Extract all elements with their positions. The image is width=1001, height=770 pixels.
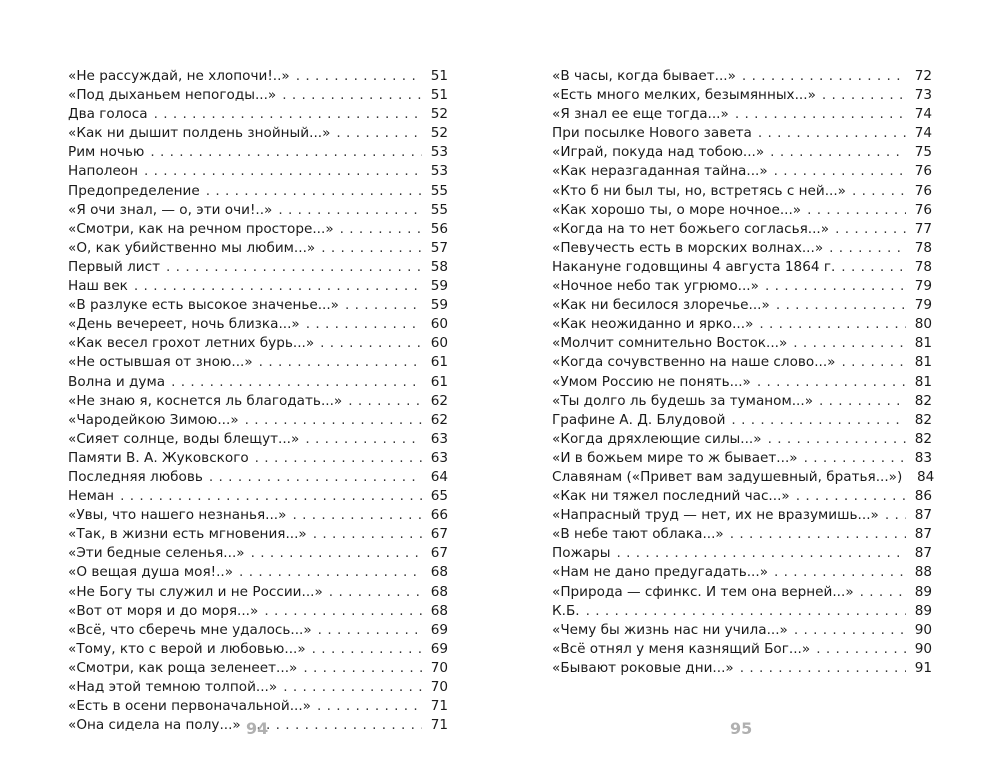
- toc-entry-title: «Бывают роковые дни...»: [552, 659, 734, 676]
- toc-entry-page: 76: [914, 163, 932, 180]
- toc-entry-page: 69: [430, 621, 448, 638]
- toc-entry-page: 62: [430, 392, 448, 409]
- toc-entry-title: «Нам не дано предугадать...»: [552, 564, 769, 581]
- dot-leader: [776, 296, 906, 315]
- page-number-left: 94: [246, 719, 269, 738]
- toc-entry: [68, 602, 448, 621]
- dot-leader: [206, 182, 422, 201]
- toc-entry-page: 77: [914, 220, 932, 237]
- toc-entry: [68, 239, 448, 258]
- toc-entry-title: «Вот от моря и до моря...»: [68, 602, 259, 619]
- toc-entry-title: «Я знал ее еще тогда...»: [552, 106, 729, 123]
- toc-entry: [68, 86, 448, 105]
- toc-entry-title: «В часы, когда бывает...»: [552, 68, 736, 84]
- toc-entry: [552, 296, 932, 315]
- dot-leader: [742, 67, 906, 86]
- toc-entry-title: «Чему бы жизнь нас ни учила...»: [552, 621, 788, 638]
- toc-entry: [552, 563, 932, 582]
- dot-leader: [759, 315, 906, 334]
- dot-leader: [320, 334, 422, 353]
- dot-leader: [134, 277, 422, 296]
- toc-entry-title: «Певучесть есть в морских волнах...»: [552, 239, 824, 256]
- toc-entry-page: 59: [430, 278, 448, 295]
- toc-entry-title: Предопределение: [68, 182, 200, 199]
- toc-entry: [68, 678, 448, 697]
- toc-entry: [68, 143, 448, 162]
- toc-entry-page: 78: [914, 239, 932, 256]
- toc-right-page: [552, 67, 935, 678]
- toc-entry-title: «Всё, что сберечь мне удалось...»: [68, 621, 312, 638]
- toc-entry-title: «Как ни дышит полдень знойный...»: [68, 125, 331, 142]
- toc-entry-title: «Смотри, как на речном просторе...»: [68, 220, 334, 237]
- toc-entry: [68, 525, 448, 544]
- dot-leader: [303, 659, 422, 678]
- toc-entry-page: 90: [914, 640, 932, 657]
- toc-entry-page: 71: [430, 717, 448, 734]
- toc-entry-title: «Играй, покуда над тобою...»: [552, 144, 765, 161]
- toc-entry-title: «Как неожиданно и ярко...»: [552, 316, 754, 333]
- toc-entry-page: 74: [914, 125, 932, 142]
- toc-entry: [552, 392, 932, 411]
- toc-entry: [552, 67, 932, 86]
- toc-entry-title: Волна и дума: [68, 373, 166, 390]
- toc-entry-page: 52: [430, 106, 448, 123]
- toc-entry-page: 56: [430, 220, 448, 237]
- toc-entry-page: 60: [430, 316, 448, 333]
- toc-entry: [68, 544, 448, 563]
- dot-leader: [305, 430, 422, 449]
- page-number-right: 95: [730, 719, 753, 738]
- toc-entry: [552, 449, 932, 468]
- toc-entry-page: 65: [430, 488, 448, 505]
- toc-entry-page: 61: [430, 373, 448, 390]
- toc-entry-page: 86: [914, 488, 932, 505]
- toc-entry: [68, 392, 448, 411]
- toc-entry: [68, 124, 448, 143]
- toc-entry-title: «Кто б ни был ты, но, встретясь с ней...»: [552, 182, 846, 199]
- toc-entry-title: «Умом Россию не понять...»: [552, 373, 751, 390]
- toc-entry: [68, 373, 448, 392]
- toc-entry-page: 72: [914, 68, 932, 84]
- dot-leader: [616, 544, 906, 563]
- dot-leader: [336, 124, 422, 143]
- dot-leader: [822, 86, 906, 105]
- toc-entry: [552, 659, 932, 678]
- toc-entry-page: 76: [914, 182, 932, 199]
- toc-entry: [68, 659, 448, 678]
- toc-entry-page: 87: [914, 507, 932, 524]
- toc-entry-page: 64: [430, 468, 448, 485]
- toc-entry-title: Наполеон: [68, 163, 139, 180]
- toc-entry-page: 69: [430, 640, 448, 657]
- toc-entry-title: Памяти В. А. Жуковского: [68, 449, 249, 466]
- dot-leader: [586, 602, 906, 621]
- toc-entry-title: Пожары: [552, 545, 611, 562]
- toc-entry-title: К.Б.: [552, 602, 580, 619]
- dot-leader: [794, 621, 906, 640]
- toc-entry-title: Наш век: [68, 278, 128, 295]
- dot-leader: [282, 86, 422, 105]
- dot-leader: [312, 640, 422, 659]
- toc-entry-page: 71: [430, 698, 448, 715]
- toc-entry-page: 79: [914, 278, 932, 295]
- dot-leader: [842, 353, 906, 372]
- dot-leader: [340, 220, 422, 239]
- dot-leader: [313, 525, 422, 544]
- toc-entry-title: «И в божьем мире то ж бывает...»: [552, 449, 798, 466]
- toc-entry: [552, 602, 932, 621]
- toc-entry-title: Последняя любовь: [68, 468, 203, 485]
- toc-entry: [552, 124, 932, 143]
- toc-entry-title: «Есть в осени первоначальной...»: [68, 698, 311, 715]
- toc-entry-title: «В разлуке есть высокое значенье...»: [68, 297, 339, 314]
- toc-entry: [552, 315, 932, 334]
- toc-entry: [68, 563, 448, 582]
- toc-entry: [552, 621, 932, 640]
- toc-entry-page: 75: [914, 144, 932, 161]
- toc-entry-page: 55: [430, 182, 448, 199]
- toc-entry-title: «Смотри, как роща зеленеет...»: [68, 659, 298, 676]
- toc-left-page: [68, 67, 448, 735]
- toc-entry: [68, 296, 448, 315]
- dot-leader: [807, 201, 906, 220]
- toc-entry-title: «Как неразгаданная тайна...»: [552, 163, 768, 180]
- dot-leader: [247, 716, 422, 735]
- toc-entry: [68, 67, 448, 86]
- toc-entry-page: 55: [430, 201, 448, 218]
- toc-entry-title: «Она сидела на полу...»: [68, 717, 241, 734]
- toc-entry: [68, 334, 448, 353]
- toc-entry-title: «Ты долго ль будешь за туманом...»: [552, 392, 814, 409]
- toc-entry-page: 89: [914, 583, 932, 600]
- toc-entry-title: «Когда на то нет божьего согласья...»: [552, 220, 830, 237]
- toc-entry-title: «Так, в жизни есть мгновения...»: [68, 526, 307, 543]
- dot-leader: [852, 182, 906, 201]
- toc-entry-page: 63: [430, 449, 448, 466]
- toc-entry: [68, 220, 448, 239]
- toc-entry-title: «Я очи знал, — о, эти очи!..»: [68, 201, 273, 218]
- toc-entry-title: «Как весел грохот летних бурь...»: [68, 335, 315, 352]
- toc-entry-page: 82: [914, 430, 932, 447]
- toc-entry-title: «О, как убийственно мы любим...»: [68, 239, 316, 256]
- dot-leader: [348, 392, 422, 411]
- toc-entry: [68, 621, 448, 640]
- toc-entry-page: 51: [430, 87, 448, 104]
- toc-entry-page: 81: [914, 354, 932, 371]
- toc-entry: [68, 277, 448, 296]
- toc-entry-page: 62: [430, 411, 448, 428]
- toc-entry-title: «Как хорошо ты, о море ночное...»: [552, 201, 802, 218]
- dot-leader: [774, 563, 906, 582]
- toc-entry: [552, 487, 932, 506]
- toc-entry-title: «Молчит сомнительно Восток...»: [552, 335, 788, 352]
- toc-entry-title: Два голоса: [68, 106, 148, 123]
- dot-leader: [306, 315, 422, 334]
- dot-leader: [819, 392, 906, 411]
- dot-leader: [735, 105, 906, 124]
- dot-leader: [829, 239, 906, 258]
- dot-leader: [259, 353, 422, 372]
- dot-leader: [740, 659, 906, 678]
- dot-leader: [283, 678, 422, 697]
- toc-entry-title: «День вечереет, ночь близка...»: [68, 316, 300, 333]
- toc-entry: [68, 353, 448, 372]
- toc-entry: [68, 640, 448, 659]
- toc-entry: [68, 430, 448, 449]
- toc-entry-title: Неман: [68, 488, 115, 505]
- dot-leader: [835, 220, 906, 239]
- toc-entry-page: 74: [914, 106, 932, 123]
- toc-entry-title: «Над этой темною толпой...»: [68, 679, 278, 695]
- toc-entry-title: «Не знаю я, коснется ль благодать...»: [68, 392, 343, 409]
- toc-entry-title: «Когда сочувственно на наше слово...»: [552, 354, 836, 371]
- toc-entry-page: 53: [430, 144, 448, 161]
- dot-leader: [770, 143, 906, 162]
- toc-entry: [552, 258, 932, 277]
- toc-entry: [552, 162, 932, 181]
- dot-leader: [209, 468, 422, 487]
- toc-entry: [68, 583, 448, 602]
- toc-entry-page: 81: [914, 373, 932, 390]
- dot-leader: [144, 162, 422, 181]
- toc-entry: [552, 525, 932, 544]
- dot-leader: [171, 373, 422, 392]
- toc-entry-title: Первый лист: [68, 258, 161, 275]
- toc-entry-title: «Есть много мелких, безымянных...»: [552, 87, 816, 104]
- toc-entry-title: Славянам («Привет вам задушевный, братья...»): [552, 468, 903, 485]
- dot-leader: [757, 373, 906, 392]
- toc-entry-title: «В небе тают облака...»: [552, 526, 724, 543]
- toc-entry-page: 70: [430, 679, 448, 695]
- toc-entry-title: «Природа — сфинкс. И тем она верней...»: [552, 583, 854, 600]
- toc-entry: [68, 487, 448, 506]
- toc-entry: [68, 411, 448, 430]
- toc-entry-page: 87: [914, 545, 932, 562]
- dot-leader: [321, 239, 422, 258]
- toc-entry-title: Графине А. Д. Блудовой: [552, 411, 726, 428]
- toc-entry-page: 84: [916, 468, 935, 485]
- toc-entry-title: «Эти бедные селенья...»: [68, 545, 245, 562]
- toc-entry-title: «Тому, кто с верой и любовью...»: [68, 640, 306, 657]
- dot-leader: [292, 506, 422, 525]
- dot-leader: [251, 544, 422, 563]
- toc-entry: [552, 105, 932, 124]
- toc-entry-page: 76: [914, 201, 932, 218]
- toc-entry: [68, 468, 448, 487]
- toc-entry: [552, 201, 932, 220]
- dot-leader: [885, 506, 906, 525]
- dot-leader: [154, 105, 422, 124]
- toc-entry-page: 70: [430, 659, 448, 676]
- dot-leader: [768, 430, 906, 449]
- toc-entry-title: «Не рассуждай, не хлопочи!..»: [68, 68, 290, 84]
- toc-entry: [552, 430, 932, 449]
- toc-entry-page: 81: [914, 335, 932, 352]
- toc-entry-title: «Чародейкою Зимою...»: [68, 411, 239, 428]
- toc-entry-page: 68: [430, 564, 448, 581]
- toc-entry-page: 51: [430, 68, 448, 84]
- toc-entry-page: 91: [914, 659, 932, 676]
- dot-leader: [796, 487, 906, 506]
- toc-entry-title: «Под дыханьем непогоды...»: [68, 87, 277, 104]
- toc-entry: [552, 143, 932, 162]
- toc-entry-title: «Напрасный труд — нет, их не вразумишь...»: [552, 507, 879, 524]
- toc-entry-title: «Ночное небо так угрюмо...»: [552, 278, 759, 295]
- toc-entry-page: 82: [914, 392, 932, 409]
- toc-entry: [68, 258, 448, 277]
- dot-leader: [245, 411, 422, 430]
- toc-entry-title: «Сияет солнце, воды блещут...»: [68, 430, 300, 447]
- toc-entry-page: 57: [430, 239, 448, 256]
- toc-entry-title: «Как ни тяжел последний час...»: [552, 488, 790, 505]
- toc-entry: [552, 544, 932, 563]
- toc-entry: [552, 353, 932, 372]
- dot-leader: [239, 563, 422, 582]
- dot-leader: [278, 201, 422, 220]
- toc-entry: [552, 640, 932, 659]
- toc-entry-page: 73: [914, 87, 932, 104]
- toc-entry-page: 78: [914, 258, 932, 275]
- toc-entry-page: 80: [914, 316, 932, 333]
- dot-leader: [255, 449, 422, 468]
- toc-entry-title: «Всё отнял у меня казнящий Бог...»: [552, 640, 811, 657]
- dot-leader: [816, 640, 906, 659]
- dot-leader: [317, 697, 422, 716]
- toc-entry: [68, 162, 448, 181]
- toc-entry: [68, 182, 448, 201]
- toc-entry: [552, 411, 932, 430]
- toc-entry: [552, 334, 932, 353]
- toc-entry: [552, 239, 932, 258]
- dot-leader: [120, 487, 422, 506]
- dot-leader: [841, 258, 906, 277]
- toc-entry-title: «Не остывшая от зною...»: [68, 354, 253, 371]
- toc-entry: [68, 449, 448, 468]
- toc-entry: [68, 697, 448, 716]
- toc-entry-page: 61: [430, 354, 448, 371]
- dot-leader: [804, 449, 906, 468]
- toc-entry-page: 82: [914, 411, 932, 428]
- toc-entry-page: 59: [430, 297, 448, 314]
- toc-entry-title: «Не Богу ты служил и не России...»: [68, 583, 323, 600]
- toc-entry: [552, 373, 932, 392]
- toc-entry-page: 60: [430, 335, 448, 352]
- toc-entry-page: 52: [430, 125, 448, 142]
- toc-entry-page: 58: [430, 258, 448, 275]
- toc-entry-page: 67: [430, 545, 448, 562]
- toc-entry-page: 68: [430, 602, 448, 619]
- dot-leader: [765, 277, 906, 296]
- dot-leader: [758, 124, 906, 143]
- dot-leader: [296, 67, 422, 86]
- toc-entry-title: «Как ни бесилося злоречье...»: [552, 297, 770, 314]
- toc-entry-page: 63: [430, 430, 448, 447]
- toc-entry-title: При посылке Нового завета: [552, 125, 752, 142]
- toc-entry: [552, 182, 932, 201]
- toc-entry: [68, 105, 448, 124]
- toc-entry-page: 87: [914, 526, 932, 543]
- dot-leader: [774, 162, 906, 181]
- toc-entry-title: «О вещая душа моя!..»: [68, 564, 234, 581]
- toc-entry: [68, 201, 448, 220]
- toc-entry-page: 68: [430, 583, 448, 600]
- dot-leader: [264, 602, 422, 621]
- toc-entry: [552, 468, 935, 487]
- dot-leader: [166, 258, 422, 277]
- toc-entry: [68, 315, 448, 334]
- toc-entry: [552, 506, 932, 525]
- toc-entry-page: 67: [430, 526, 448, 543]
- dot-leader: [150, 143, 422, 162]
- toc-entry-page: 66: [430, 507, 448, 524]
- toc-entry-title: «Когда дряхлеющие силы...»: [552, 430, 762, 447]
- toc-entry-title: «Увы, что нашего незнанья...»: [68, 507, 287, 524]
- toc-entry: [552, 277, 932, 296]
- dot-leader: [731, 411, 906, 430]
- dot-leader: [793, 334, 906, 353]
- toc-entry-title: Рим ночью: [68, 144, 145, 161]
- toc-entry: [68, 506, 448, 525]
- toc-entry-page: 83: [914, 449, 932, 466]
- dot-leader: [860, 583, 906, 602]
- toc-entry: [552, 583, 932, 602]
- toc-entry-title: Накануне годовщины 4 августа 1864 г.: [552, 258, 836, 275]
- dot-leader: [318, 621, 422, 640]
- toc-entry: [552, 86, 932, 105]
- dot-leader: [730, 525, 906, 544]
- toc-entry-page: 79: [914, 297, 932, 314]
- toc-entry-page: 88: [914, 564, 932, 581]
- toc-entry: [552, 220, 932, 239]
- toc-entry-page: 90: [914, 621, 932, 638]
- dot-leader: [329, 583, 422, 602]
- toc-entry-page: 53: [430, 163, 448, 180]
- dot-leader: [345, 296, 422, 315]
- toc-entry-page: 89: [914, 602, 932, 619]
